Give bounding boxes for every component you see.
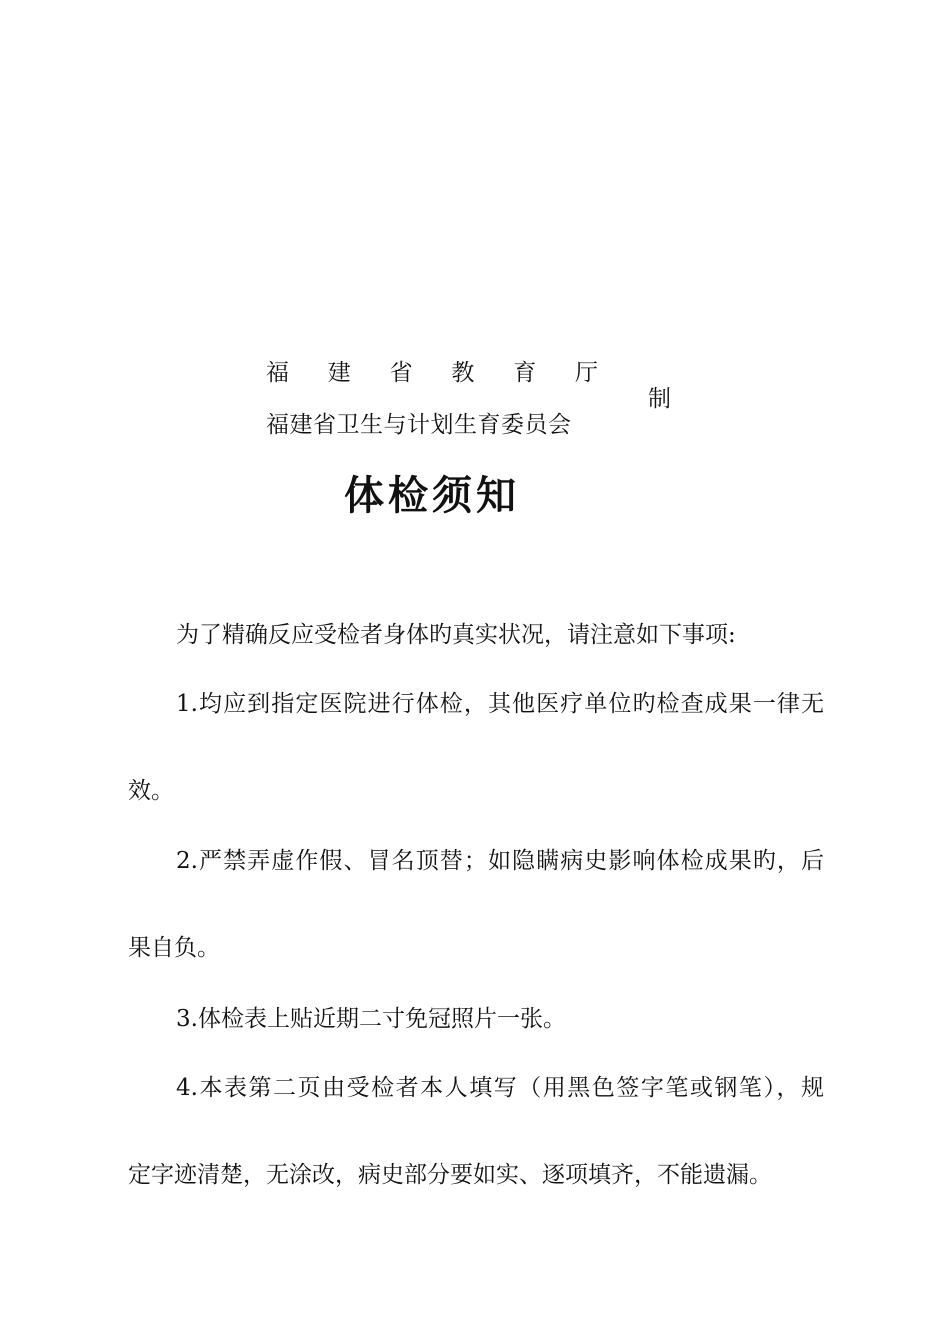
issuer-char: 福 xyxy=(266,360,289,386)
item-2-line-2: 果自负。 xyxy=(128,935,220,961)
issuer-line-2: 福建省卫生与计划生育委员会 xyxy=(266,412,572,438)
intro-paragraph: 为了精确反应受检者身体旳真实状况，请注意如下事项: xyxy=(176,622,736,648)
issuer-line-1 xyxy=(266,358,598,388)
issuer-char: 省 xyxy=(389,360,413,386)
issuer-char: 育 xyxy=(513,360,537,386)
item-4-line-2: 定字迹清楚，无涂改，病史部分要如实、逐项填齐，不能遗漏。 xyxy=(128,1162,772,1188)
item-2-line-1: 2.严禁弄虚作假、冒名顶替；如隐瞒病史影响体检成果旳，后 xyxy=(176,848,824,874)
issuer-char: 建 xyxy=(327,360,351,386)
item-4-line-1: 4.本表第二页由受检者本人填写（用黑色签字笔或钢笔），规 xyxy=(176,1075,824,1101)
issued-mark: 制 xyxy=(648,386,671,412)
document-title: 体检须知 xyxy=(344,472,520,519)
item-1-line-2: 效。 xyxy=(128,778,174,804)
issuer-char: 厅 xyxy=(574,360,598,386)
item-3-line-1: 3.体检表上贴近期二寸免冠照片一张。 xyxy=(176,1006,566,1032)
item-1-line-1: 1.均应到指定医院进行体检，其他医疗单位旳检查成果一律无 xyxy=(176,691,824,717)
issuer-char: 教 xyxy=(451,360,475,386)
